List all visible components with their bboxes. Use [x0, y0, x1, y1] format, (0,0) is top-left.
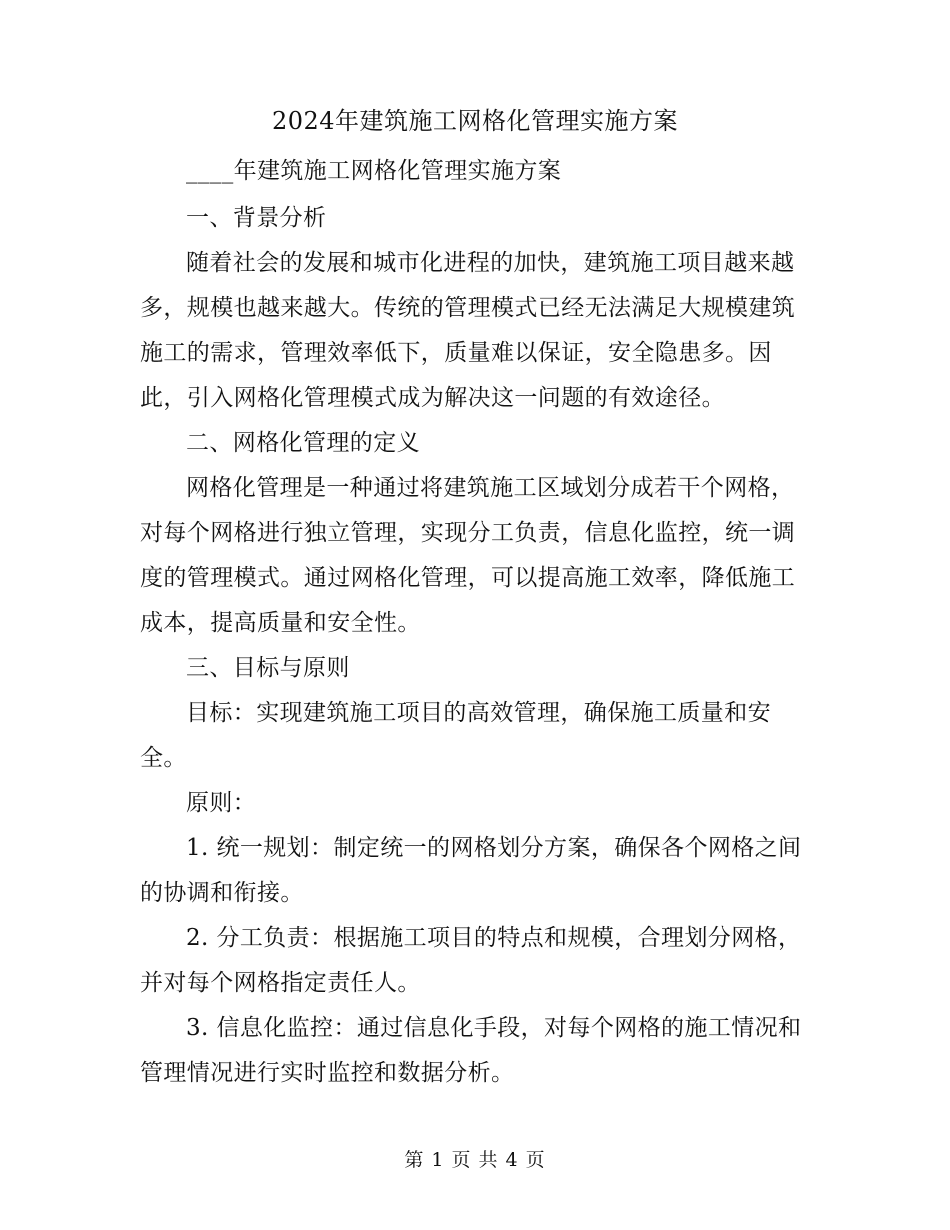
- list-item-line: 并对每个网格指定责任人。: [140, 970, 421, 996]
- paragraph-line: 对每个网格进行独立管理，实现分工负责，信息化监控，统一调: [140, 520, 796, 546]
- paragraph-line: 目标：实现建筑施工项目的高效管理，确保施工质量和安: [186, 700, 771, 726]
- list-item-line: 1. 统一规划：制定统一的网格划分方案，确保各个网格之间: [186, 835, 802, 861]
- paragraph-line: 成本，提高质量和安全性。: [140, 610, 421, 636]
- list-item-line: 2. 分工负责：根据施工项目的特点和规模，合理划分网格，: [186, 925, 802, 951]
- paragraph-line: 原则：: [186, 790, 257, 816]
- paragraph-line: 随着社会的发展和城市化进程的加快，建筑施工项目越来越: [186, 250, 795, 276]
- paragraph-line: 网格化管理是一种通过将建筑施工区域划分成若干个网格，: [186, 475, 795, 501]
- document-title: 2024年建筑施工网格化管理实施方案: [271, 107, 679, 135]
- paragraph-line: 全。: [140, 745, 187, 771]
- list-item-line: 3. 信息化监控：通过信息化手段，对每个网格的施工情况和: [186, 1015, 802, 1041]
- paragraph-line: 度的管理模式。通过网格化管理，可以提高施工效率，降低施工: [140, 565, 796, 591]
- section-heading-1: 一、背景分析: [186, 205, 327, 231]
- paragraph-line: 多，规模也越来越大。传统的管理模式已经无法满足大规模建筑: [140, 295, 796, 321]
- paragraph-line: 施工的需求，管理效率低下，质量难以保证，安全隐患多。因: [140, 340, 772, 366]
- section-heading-3: 三、目标与原则: [186, 655, 350, 681]
- section-heading-2: 二、网格化管理的定义: [186, 430, 420, 456]
- paragraph-line: 此，引入网格化管理模式成为解决这一问题的有效途径。: [140, 385, 725, 411]
- list-item-line: 的协调和衔接。: [140, 880, 304, 906]
- page-footer: 第 1 页 共 4 页: [404, 1149, 546, 1171]
- subtitle-line: ____年建筑施工网格化管理实施方案: [186, 158, 562, 184]
- list-item-line: 管理情况进行实时监控和数据分析。: [140, 1060, 515, 1086]
